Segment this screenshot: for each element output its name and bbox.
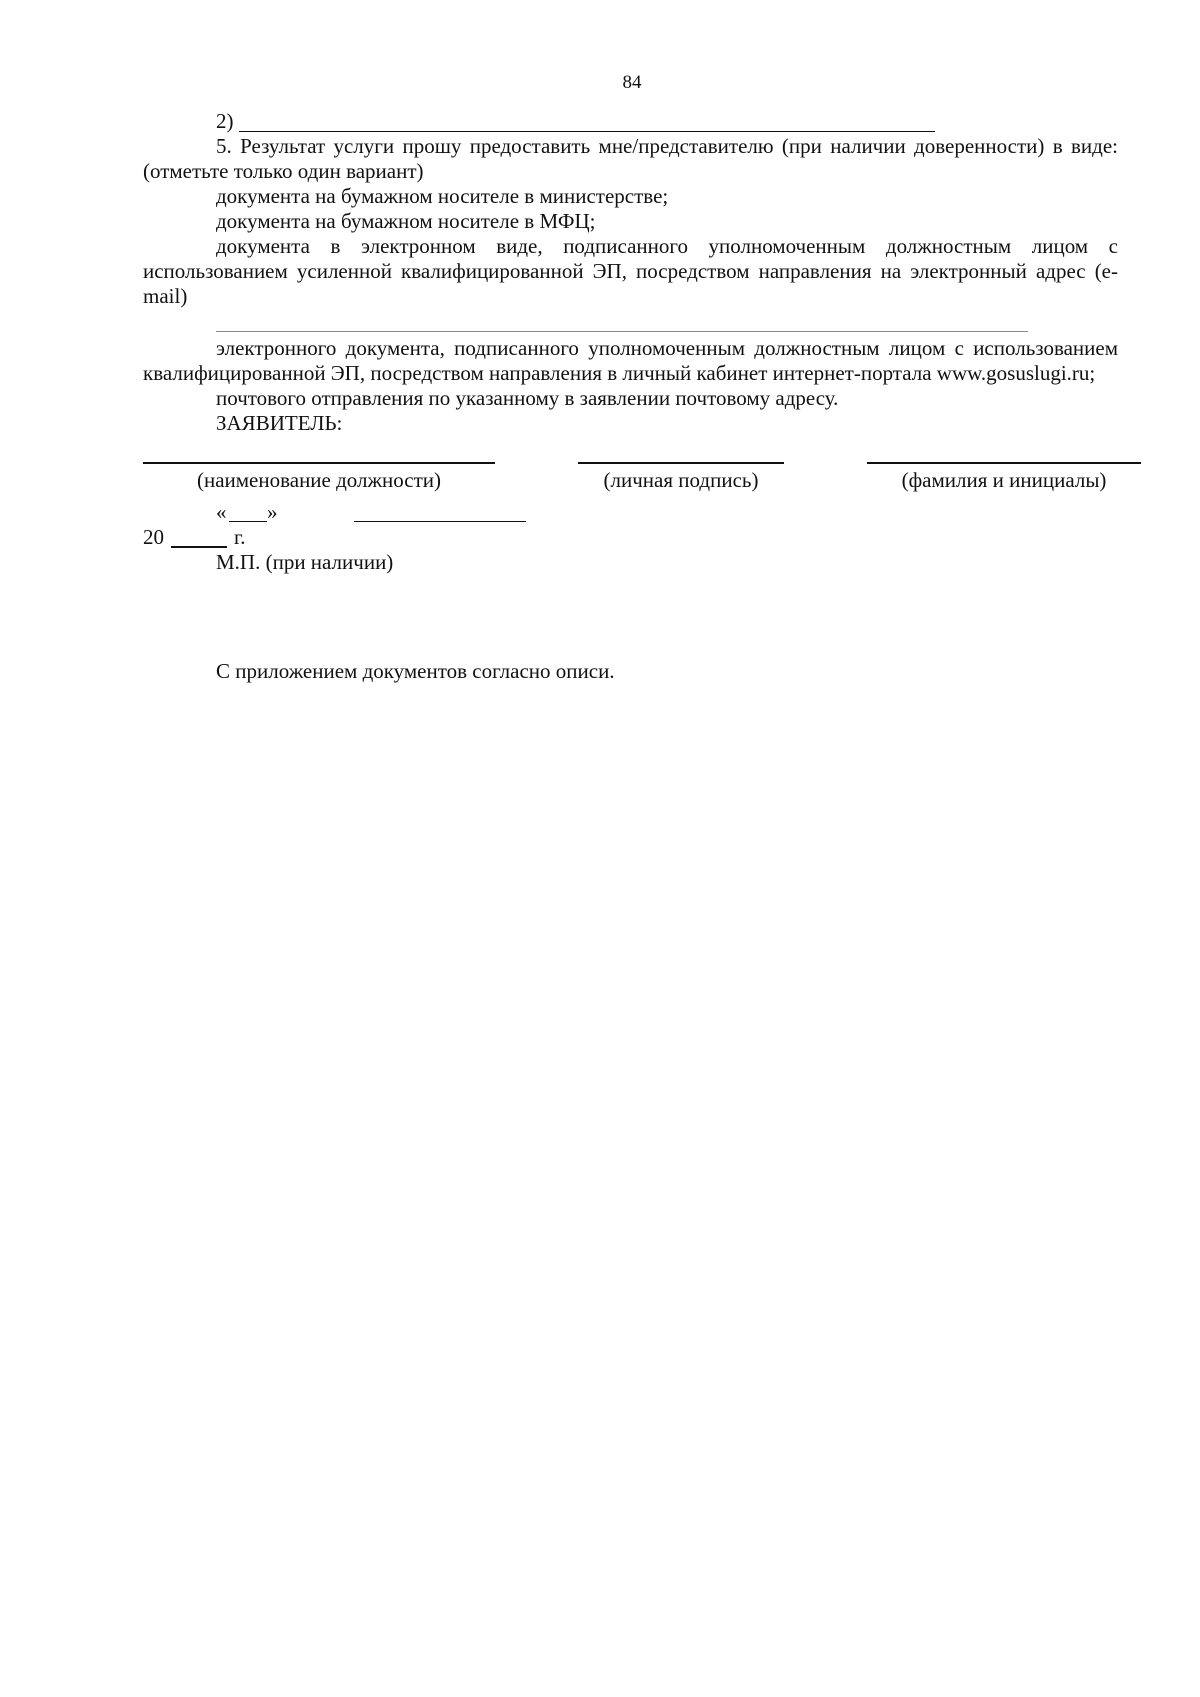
page-number: 84 <box>622 72 642 93</box>
item-2-label: 2) <box>216 109 234 133</box>
option-electronic-gosuslugi: электронного документа, подписанного уполномоченным должностным лицом с использованием квалифицированной ЭП, посредством направления в личный кабинет интернет-портала www.gosuslugi.ru; <box>143 336 1118 385</box>
attachment-note: С приложением документов согласно описи. <box>216 659 615 683</box>
document-body <box>143 109 1118 684</box>
item-2-blank-line <box>239 131 935 132</box>
option-electronic-email: документа в электронном виде, подписанного уполномоченным должностным лицом с использованием усиленной квалифицированной ЭП, посредством направления на электронный адрес (e-mail) <box>143 234 1118 308</box>
position-caption: (наименование должности) <box>196 468 442 492</box>
date-line <box>216 500 1118 525</box>
year-blank-line <box>171 546 227 548</box>
applicant-label: ЗАЯВИТЕЛЬ: <box>216 411 343 435</box>
year-suffix: г. <box>234 525 246 549</box>
signature-line <box>578 462 784 464</box>
month-blank-line <box>354 521 526 522</box>
signature-field <box>578 437 784 493</box>
name-field <box>867 437 1141 493</box>
option-paper-ministry: документа на бумажном носителе в министерстве; <box>216 184 669 208</box>
year-line <box>143 525 1118 550</box>
section-5-intro: 5. Результат услуги прошу предоставить мне/представителю (при наличии доверенности) в виде: (отметьте только один вариант) <box>143 134 1118 183</box>
position-line <box>143 462 495 464</box>
option-paper-mfc: документа на бумажном носителе в МФЦ; <box>216 209 596 233</box>
item-2-line <box>143 109 1118 134</box>
position-field <box>143 437 495 493</box>
option-post: почтового отправления по указанному в заявлении почтовому адресу. <box>216 386 839 410</box>
signature-caption: (личная подпись) <box>603 468 759 492</box>
email-blank-line <box>216 331 1028 332</box>
date-open-quote: « <box>216 500 227 524</box>
stamp-label: М.П. (при наличии) <box>216 550 394 574</box>
signature-block <box>143 437 1118 497</box>
year-prefix: 20 <box>143 525 164 549</box>
date-close-quote: » <box>267 500 278 524</box>
name-caption: (фамилия и инициалы) <box>901 468 1107 492</box>
name-line <box>867 462 1141 464</box>
day-blank-line <box>229 521 267 522</box>
